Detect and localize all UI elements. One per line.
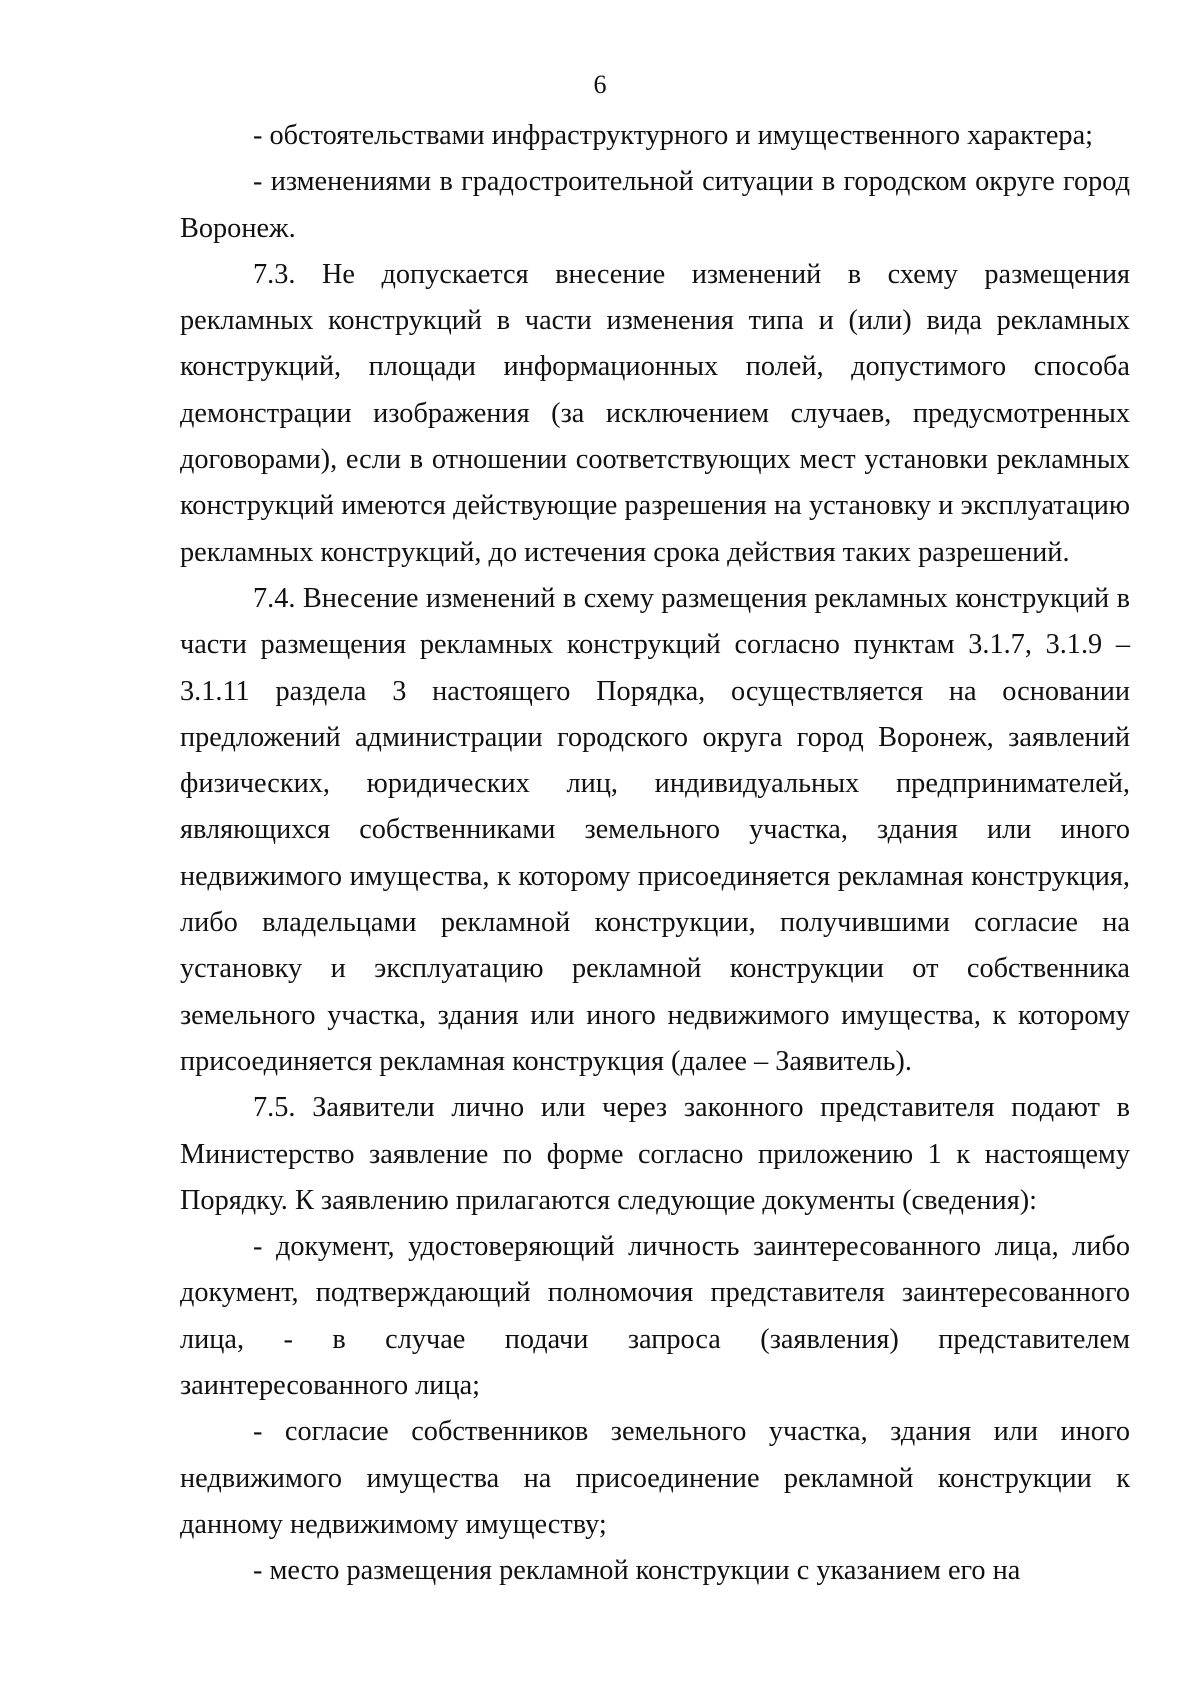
paragraph-bullet-urban-planning: - изменениями в градостроительной ситуации в городском округе город Воронеж.: [180, 166, 1130, 244]
document-body: [180, 113, 1130, 1595]
paragraph-7-4: 7.4. Внесение изменений в схему размещения рекламных конструкций в части размещения рекламных конструкций согласно пунктам 3.1.7, 3.1.9 – 3.1.11 раздела 3 настоящего Порядка, осуществляется на основании предложений администрации городского округа город Воронеж, заявлений физических, юридических лиц, индивидуальных предпринимателей, являющихся собственниками земельного участка, здания или иного недвижимого имущества, к которому присоединяется рекламная конструкция, либо владельцами рекламной конструкции, получившими согласие на установку и эксплуатацию рекламной конструкции от собственника земельного участка, здания или иного недвижимого имущества, к которому присоединяется рекламная конструкция (далее – Заявитель).: [180, 582, 1130, 1077]
paragraph-7-3: 7.3. Не допускается внесение изменений в схему размещения рекламных конструкций в части изменения типа и (или) вида рекламных конструкций, площади информационных полей, допустимого способа демонстрации изображения (за исключением случаев, предусмотренных договорами), если в отношении соответствующих мест установки рекламных конструкций имеются действующие разрешения на установку и эксплуатацию рекламных конструкций, до истечения срока действия таких разрешений.: [180, 258, 1130, 568]
page-number: 6: [593, 70, 607, 99]
paragraph-bullet-identity-document: - документ, удостоверяющий личность заинтересованного лица, либо документ, подтверждающий полномочия представителя заинтересованного лица, - в случае подачи запроса (заявления) представителем заинтересованного лица;: [180, 1231, 1130, 1402]
paragraph-7-5: 7.5. Заявители лично или через законного представителя подают в Министерство заявление по форме согласно приложению 1 к настоящему Порядку. К заявлению прилагаются следующие документы (сведения):: [180, 1092, 1130, 1216]
paragraph-bullet-placement-location: - место размещения рекламной конструкции с указанием его на: [253, 1555, 1021, 1587]
paragraph-bullet-infrastructure: - обстоятельствами инфраструктурного и имущественного характера;: [253, 120, 1093, 151]
paragraph-bullet-owner-consent: - согласие собственников земельного участка, здания или иного недвижимого имущества на присоединение рекламной конструкции к данному недвижимому имуществу;: [180, 1416, 1130, 1540]
